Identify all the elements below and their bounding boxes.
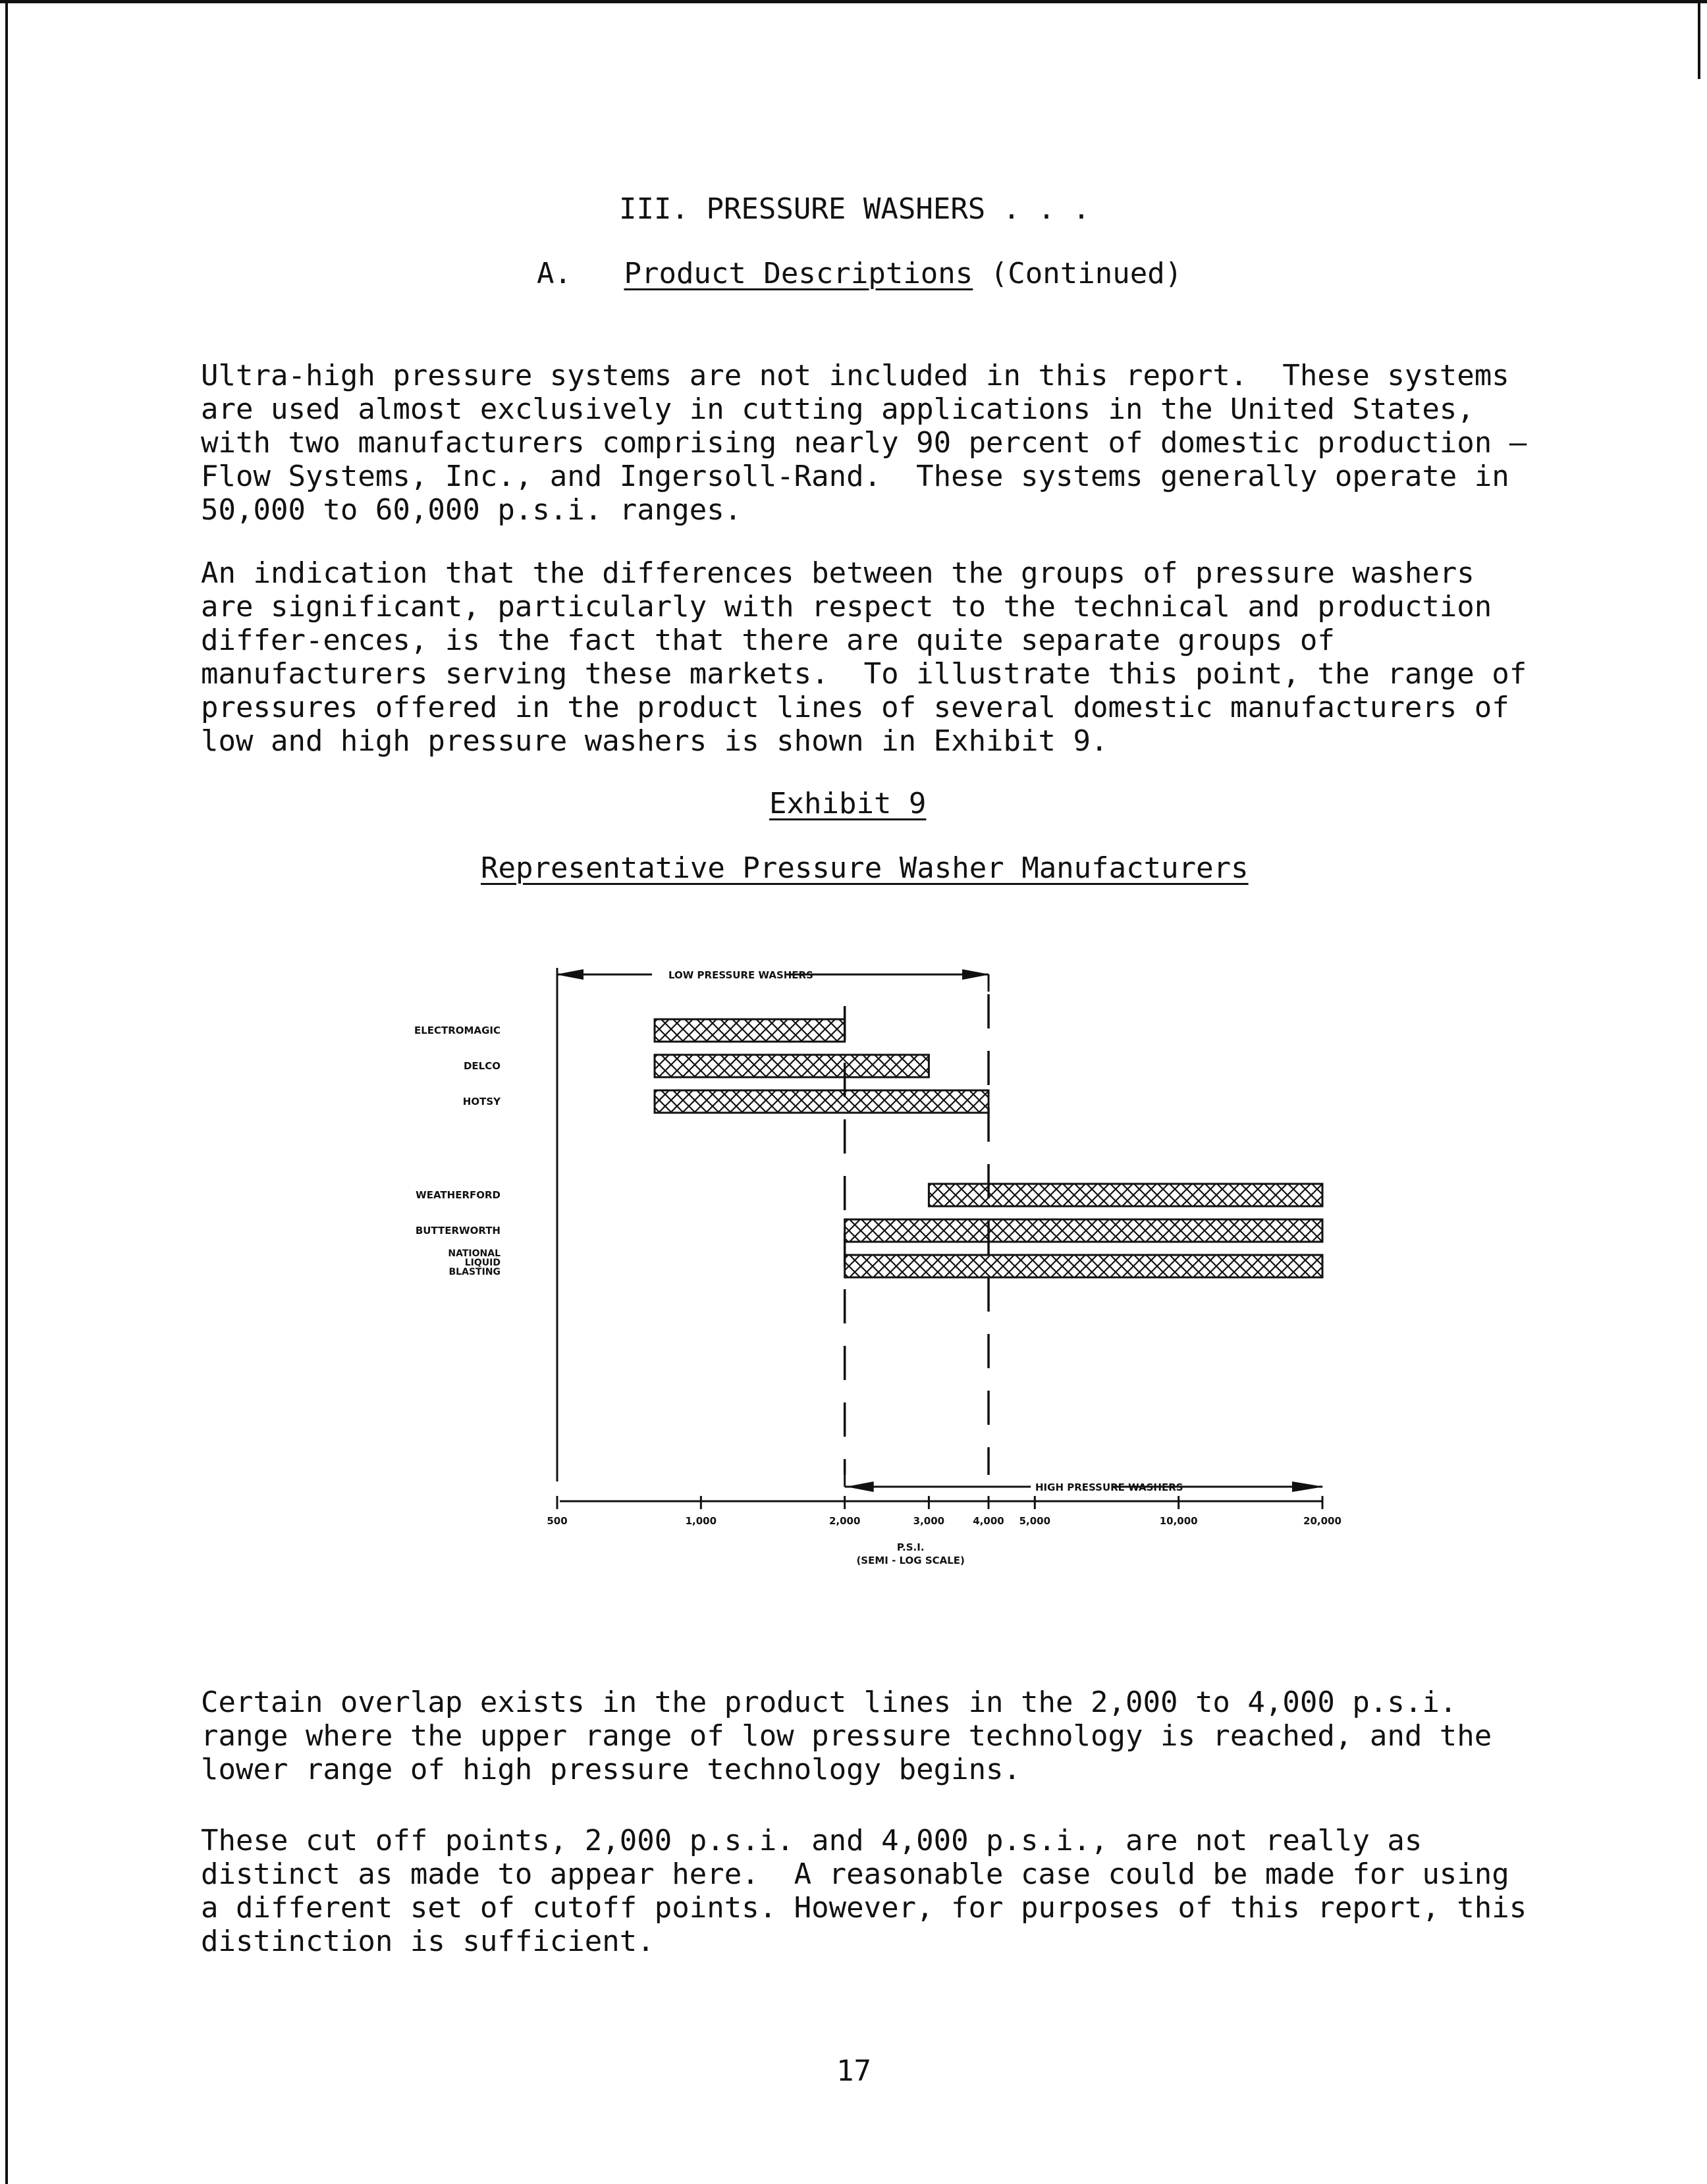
x-axis-label: P.S.I. (896, 1541, 925, 1553)
category-label-4: BUTTERWORTH (415, 1225, 501, 1237)
exhibit-label: Exhibit 9 (769, 787, 927, 820)
category-label-0: ELECTROMAGIC (414, 1025, 501, 1036)
paragraph-overlap: Certain overlap exists in the product lines in the 2,000 to 4,000 p.s.i. range where the upper range of low pressure technology is reached, and the lower range of high pressure technology begins. (201, 1686, 1509, 1786)
high-pressure-annotation: HIGH PRESSURE WASHERS (1035, 1481, 1183, 1493)
category-label-1: DELCO (463, 1060, 501, 1072)
paragraph-indication: An indication that the differences between the groups of pressure washers are significant, particularly with respect to the technical and production differ-ences, is the fact that there are quite separate groups of manufacturers serving these markets. To illustrate this point, the range of pressures offered in the product lines of several domestic manufacturers of low and high pressure washers is shown in Exhibit 9. (201, 556, 1544, 758)
x-tick-label-4: 4,000 (973, 1515, 1004, 1527)
bar-0 (655, 1019, 845, 1042)
low-pressure-annotation: LOW PRESSURE WASHERS (668, 969, 813, 981)
x-tick-label-3: 3,000 (913, 1515, 945, 1527)
paragraph-cutoff: These cut off points, 2,000 p.s.i. and 4,000 p.s.i., are not really as distinct as made to appear here. A reasonable case could be made for using a different set of cutoff points. However, for purposes of this report, this distinction is sufficient. (201, 1824, 1544, 1958)
low-arrow-head-left (556, 969, 583, 980)
subsection-title: Product Descriptions (624, 257, 973, 290)
x-tick-label-2: 2,000 (828, 1515, 861, 1527)
pressure-range-chart (369, 928, 1357, 1593)
category-label-5-1: LIQUID (464, 1258, 501, 1268)
category-label-3: WEATHERFORD (416, 1189, 501, 1201)
bar-4 (845, 1219, 1322, 1242)
page-border-left (5, 0, 8, 2184)
page-number: 17 (836, 2054, 871, 2088)
category-label-5-2: BLASTING (448, 1267, 501, 1277)
high-arrow-head-right (1292, 1481, 1324, 1492)
x-tick-label-0: 500 (547, 1515, 568, 1527)
high-arrow-head-left (846, 1481, 874, 1492)
page-border-top (0, 0, 1707, 3)
x-tick-label-6: 10,000 (1159, 1515, 1198, 1527)
page-border-right (1698, 0, 1700, 79)
x-tick-label-7: 20,000 (1303, 1515, 1341, 1527)
bar-1 (655, 1055, 929, 1077)
x-tick-label-5: 5,000 (1019, 1515, 1051, 1527)
bar-5 (845, 1255, 1322, 1277)
category-label-2: HOTSY (462, 1096, 501, 1107)
exhibit-title: Representative Pressure Washer Manufacturers (481, 851, 1249, 885)
x-axis-sublabel: (SEMI - LOG SCALE) (856, 1555, 965, 1566)
bar-2 (655, 1090, 989, 1113)
chart-axis (547, 1496, 1341, 1566)
low-arrow-head-right (962, 969, 990, 980)
subsection-suffix: (Continued) (990, 257, 1183, 290)
x-tick-label-1: 1,000 (685, 1515, 717, 1527)
subsection-heading (537, 257, 1182, 290)
category-label-5-0: NATIONAL (448, 1248, 501, 1259)
subsection-letter: A. (537, 257, 572, 290)
bar-3 (929, 1184, 1322, 1206)
section-title: III. PRESSURE WASHERS . . . (619, 192, 1091, 226)
paragraph-ultra-high: Ultra-high pressure systems are not included in this report. These systems are used almost exclusively in cutting applications in the United States, with two manufacturers comprising nearly 90 percent of domestic production — Flow Systems, Inc., and Ingersoll-Rand. These systems generally operate in 50,000 to 60,000 p.s.i. ranges. (201, 359, 1544, 527)
